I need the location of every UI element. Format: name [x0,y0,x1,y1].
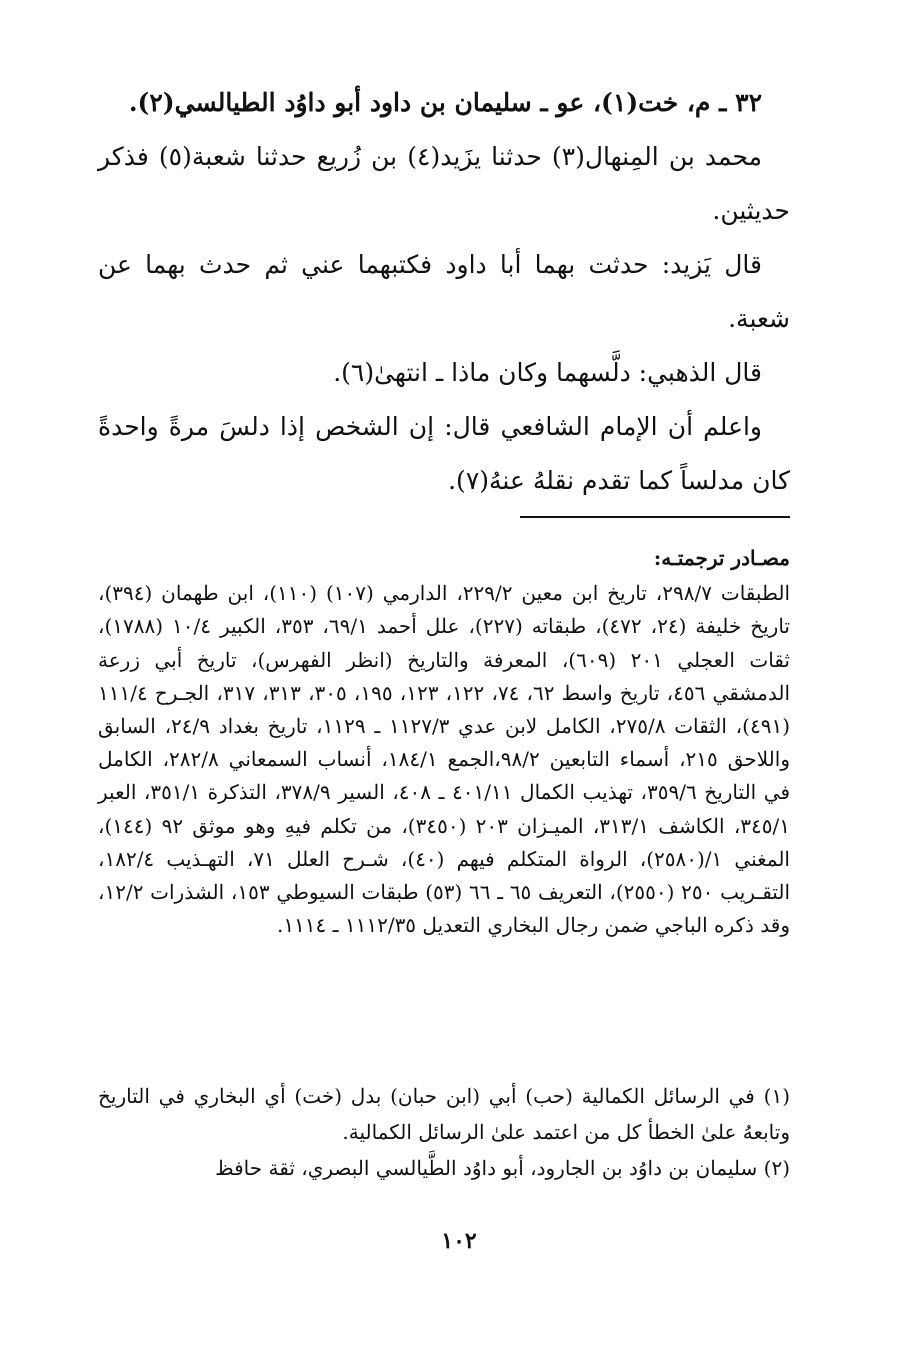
paragraph-narration: محمد بن المِنهال(٣) حدثنا يزَيد(٤) بن زُريع حدثنا شعبة(٥) فذكر حديثين. [98,142,790,225]
footnote-separator [520,516,790,518]
main-text [98,76,790,508]
paragraph-dhahabi: قال الذهبي: دلَّسهما وكان ماذا ـ انتهىٰ(٦). [333,358,762,387]
page-number: ١٠٢ [441,1228,477,1254]
footnote-2: (٢) سليمان بن داوُد بن الجارود، أبو داوُد الطَّيالسي البصري، ثقة حافظ [215,1156,790,1180]
paragraph-yazid: قال يَزيد: حدثت بهما أبا داود فكتبهما عني ثم حدث بهما عن شعبة. [98,250,790,333]
footnotes [98,1078,790,1186]
footnote-1: (١) في الرسائل الكمالية (حب) أبي (ابن حبان) بدل (خت) أي البخاري في التاريخ وتابعهُ علىٰ الخطأ كل من اعتمد علىٰ الرسائل الكمالية. [98,1084,790,1144]
paragraph-shafii: واعلم أن الإمام الشافعي قال: إن الشخص إذا دلسَ مرةً واحدةً كان مدلساً كما تقدم نقلهُ عنهُ(٧). [98,412,790,495]
entry-heading-line: ٣٢ ـ م، خت(١)، عو ـ سليمان بن داود أبو داوُد الطيالسي(٢). [128,88,762,117]
sources-section [98,542,790,942]
sources-heading: مصـادر ترجمتـه: [653,546,790,570]
sources-text: الطبقات ٢٩٨/٧، تاريخ ابن معين ٢٢٩/٢، الدارمي (١٠٧) (١١٠)، ابن طهمان (٣٩٤)، تاريخ خليفة (٢٤، ٤٧٢)، طبقاته (٢٢٧)، علل أحمد ٦٩/١، ٣٥٣، الكبير ١٠/٤ (١٧٨٨)، ثقات العجلي ٢٠١ (٦٠٩)، المعرفة والتاريخ (انظر الفهرس)، تاريخ أبي زرعة الدمشقي ٤٥٦، تاريخ واسط ٦٢، ٧٤، ١٢٢، ١٢٣، ١٩٥، ٣٠٥، ٣١٣، ٣١٧، الجـرح ١١١/٤ (٤٩١)، الثقات ٢٧٥/٨، الكامل لابن عدي ١١٢٧/٣ ـ ١١٢٩، تاريخ بغداد ٢٤/٩، السابق واللاحق ٢١٥، أسماء التابعين ٩٨/٢،الجمع ١٨٤/١، أنساب السمعاني ٢٨٢/٨، الكامل في التاريخ ٣٥٩/٦، تهذيب الكمال ٤٠١/١١ ـ ٤٠٨، السير ٣٧٨/٩، التذكرة ٣٥١/١، العبر ٣٤٥/١، الكاشف ٣١٣/١، الميـزان ٢٠٣ (٣٤٥٠)، من تكلم فيهِ وهو موثق ٩٢ (١٤٤)، المغني ١/(٢٥٨٠)، الرواة المتكلم فيهم (٤٠)، شـرح العلل ٧١، التهـذيب ١٨٢/٤، التقـريب ٢٥٠ (٢٥٥٠)، التعريف ٦٥ ـ ٦٦ (٥٣) طبقات السيوطي ١٥٣، الشذرات ١٢/٢، وقد ذكره الباجي ضمن رجال البخاري التعديل ١١١٢/٣٥ ـ ١١١٤. [98,581,791,938]
